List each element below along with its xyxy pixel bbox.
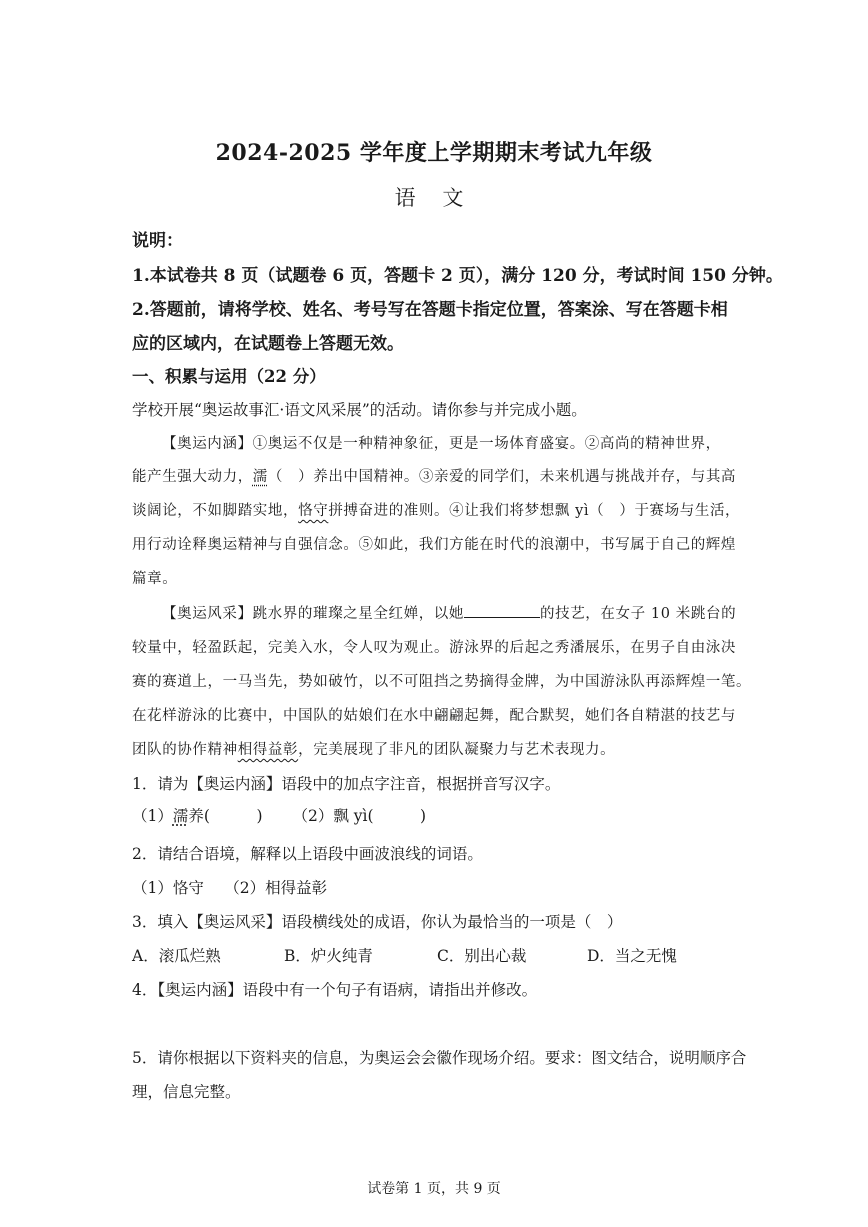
passage2-line-5-post: ，完美展现了非凡的团队凝聚力与艺术表现力。 (298, 742, 616, 758)
passage1-line-1: 【奥运内涵】①奥运不仅是一种精神象征，更是一场体育盛宴。②高尚的精神世界， (162, 436, 721, 452)
q1-sub2: （2）飘 yì( ) (292, 807, 427, 825)
section-heading: 一、积累与运用（22 分） (132, 367, 326, 386)
section-intro: 学校开展“奥运故事汇·语文风采展”的活动。请你参与并完成小题。 (132, 401, 587, 419)
notes-heading: 说明： (132, 231, 183, 251)
q1-sub1-post: 养( ) (188, 807, 263, 825)
subject-title: 语 文 (394, 186, 474, 210)
q1-sub1-pre: （1） (132, 807, 173, 825)
passage1-line-5: 篇章。 (132, 571, 178, 587)
question-4: 4．【奥运内涵】语段中有一个句子有语病，请指出并修改。 (132, 981, 538, 999)
q1-dotted-character: 濡 (172, 807, 189, 825)
passage2-line-1 (162, 602, 736, 623)
passage2-line-1-pre: 【奥运风采】跳水界的璀璨之星全红婵，以她 (162, 606, 464, 622)
passage2-line-1-post: 的技艺，在女子 10 米跳台的 (540, 606, 737, 622)
notes-line-2: 2.答题前，请将学校、姓名、考号写在答题卡指定位置，答案涂、写在答题卡相 (132, 300, 728, 320)
passage2-line-2: 较量中，轻盈跃起，完美入水，令人叹为观止。游泳界的后起之秀潘展乐，在男子自由泳决 (132, 640, 736, 656)
page-footer: 试卷第 1 页，共 9 页 (367, 1181, 501, 1197)
option-a[interactable]: A．滚瓜烂熟 (132, 947, 221, 965)
question-2: 2．请结合语境，解释以上语段中画波浪线的词语。 (132, 845, 483, 863)
question-2-subitems: （1）恪守 （2）相得益彰 (132, 879, 328, 897)
passage1-line-2 (132, 465, 736, 486)
passage2-line-4: 在花样游泳的比赛中，中国队的姑娘们在水中翩翩起舞，配合默契，她们各自精湛的技艺与 (132, 708, 736, 724)
passage1-line-3-pre: 谈阔论，不如脚踏实地， (132, 503, 299, 519)
passage2-line-5-pre: 团队的协作精神 (132, 742, 238, 758)
dotted-character: 濡 (252, 469, 268, 485)
passage1-line-4: 用行动诠释奥运精神与自强信念。⑤如此，我们方能在时代的浪潮中，书写属于自己的辉煌 (132, 537, 736, 553)
question-5-line-1: 5．请你根据以下资料夹的信息，为奥运会会徽作现场介绍。要求：图文结合，说明顺序合 (132, 1049, 747, 1067)
passage1-line-2-post: （ ）养出中国精神。③亲爱的同学们，未来机遇与挑战并存，与其高 (267, 469, 737, 485)
notes-line-3: 应的区域内，在试题卷上答题无效。 (132, 334, 404, 354)
question-3: 3．填入【奥运风采】语段横线处的成语，你认为最恰当的一项是（ ） (132, 913, 623, 931)
question-3-options (132, 944, 677, 966)
question-5-line-2: 理，信息完整。 (132, 1083, 241, 1101)
exam-title: 2024-2025 学年度上学期期末考试九年级 (215, 140, 653, 166)
passage1-line-3-post: 拼搏奋进的准则。④让我们将梦想飘 yì（ ）于赛场与生活， (328, 503, 741, 519)
option-c[interactable]: C．别出心裁 (437, 947, 527, 965)
passage1-line-2-pre: 能产生强大动力， (132, 469, 253, 485)
wavy-underlined-word: 恪守 (298, 503, 329, 519)
option-d[interactable]: D．当之无愧 (587, 947, 677, 965)
passage1-line-3 (132, 499, 740, 520)
question-1-subitems (132, 804, 426, 826)
notes-line-1: 1.本试卷共 8 页（试题卷 6 页，答题卡 2 页），满分 120 分，考试时间 150 分钟。 (132, 266, 783, 286)
question-1: 1．请为【奥运内涵】语段中的加点字注音，根据拼音写汉字。 (132, 775, 561, 793)
wavy-underlined-idiom: 相得益彰 (237, 742, 299, 758)
passage2-line-5 (132, 738, 615, 759)
option-b[interactable]: B．炉火纯青 (284, 947, 373, 965)
passage2-line-3: 赛的赛道上，一马当先，势如破竹，以不可阻挡之势摘得金牌，为中国游泳队再添辉煌一笔。 (132, 674, 752, 690)
fill-in-blank[interactable] (464, 603, 540, 618)
